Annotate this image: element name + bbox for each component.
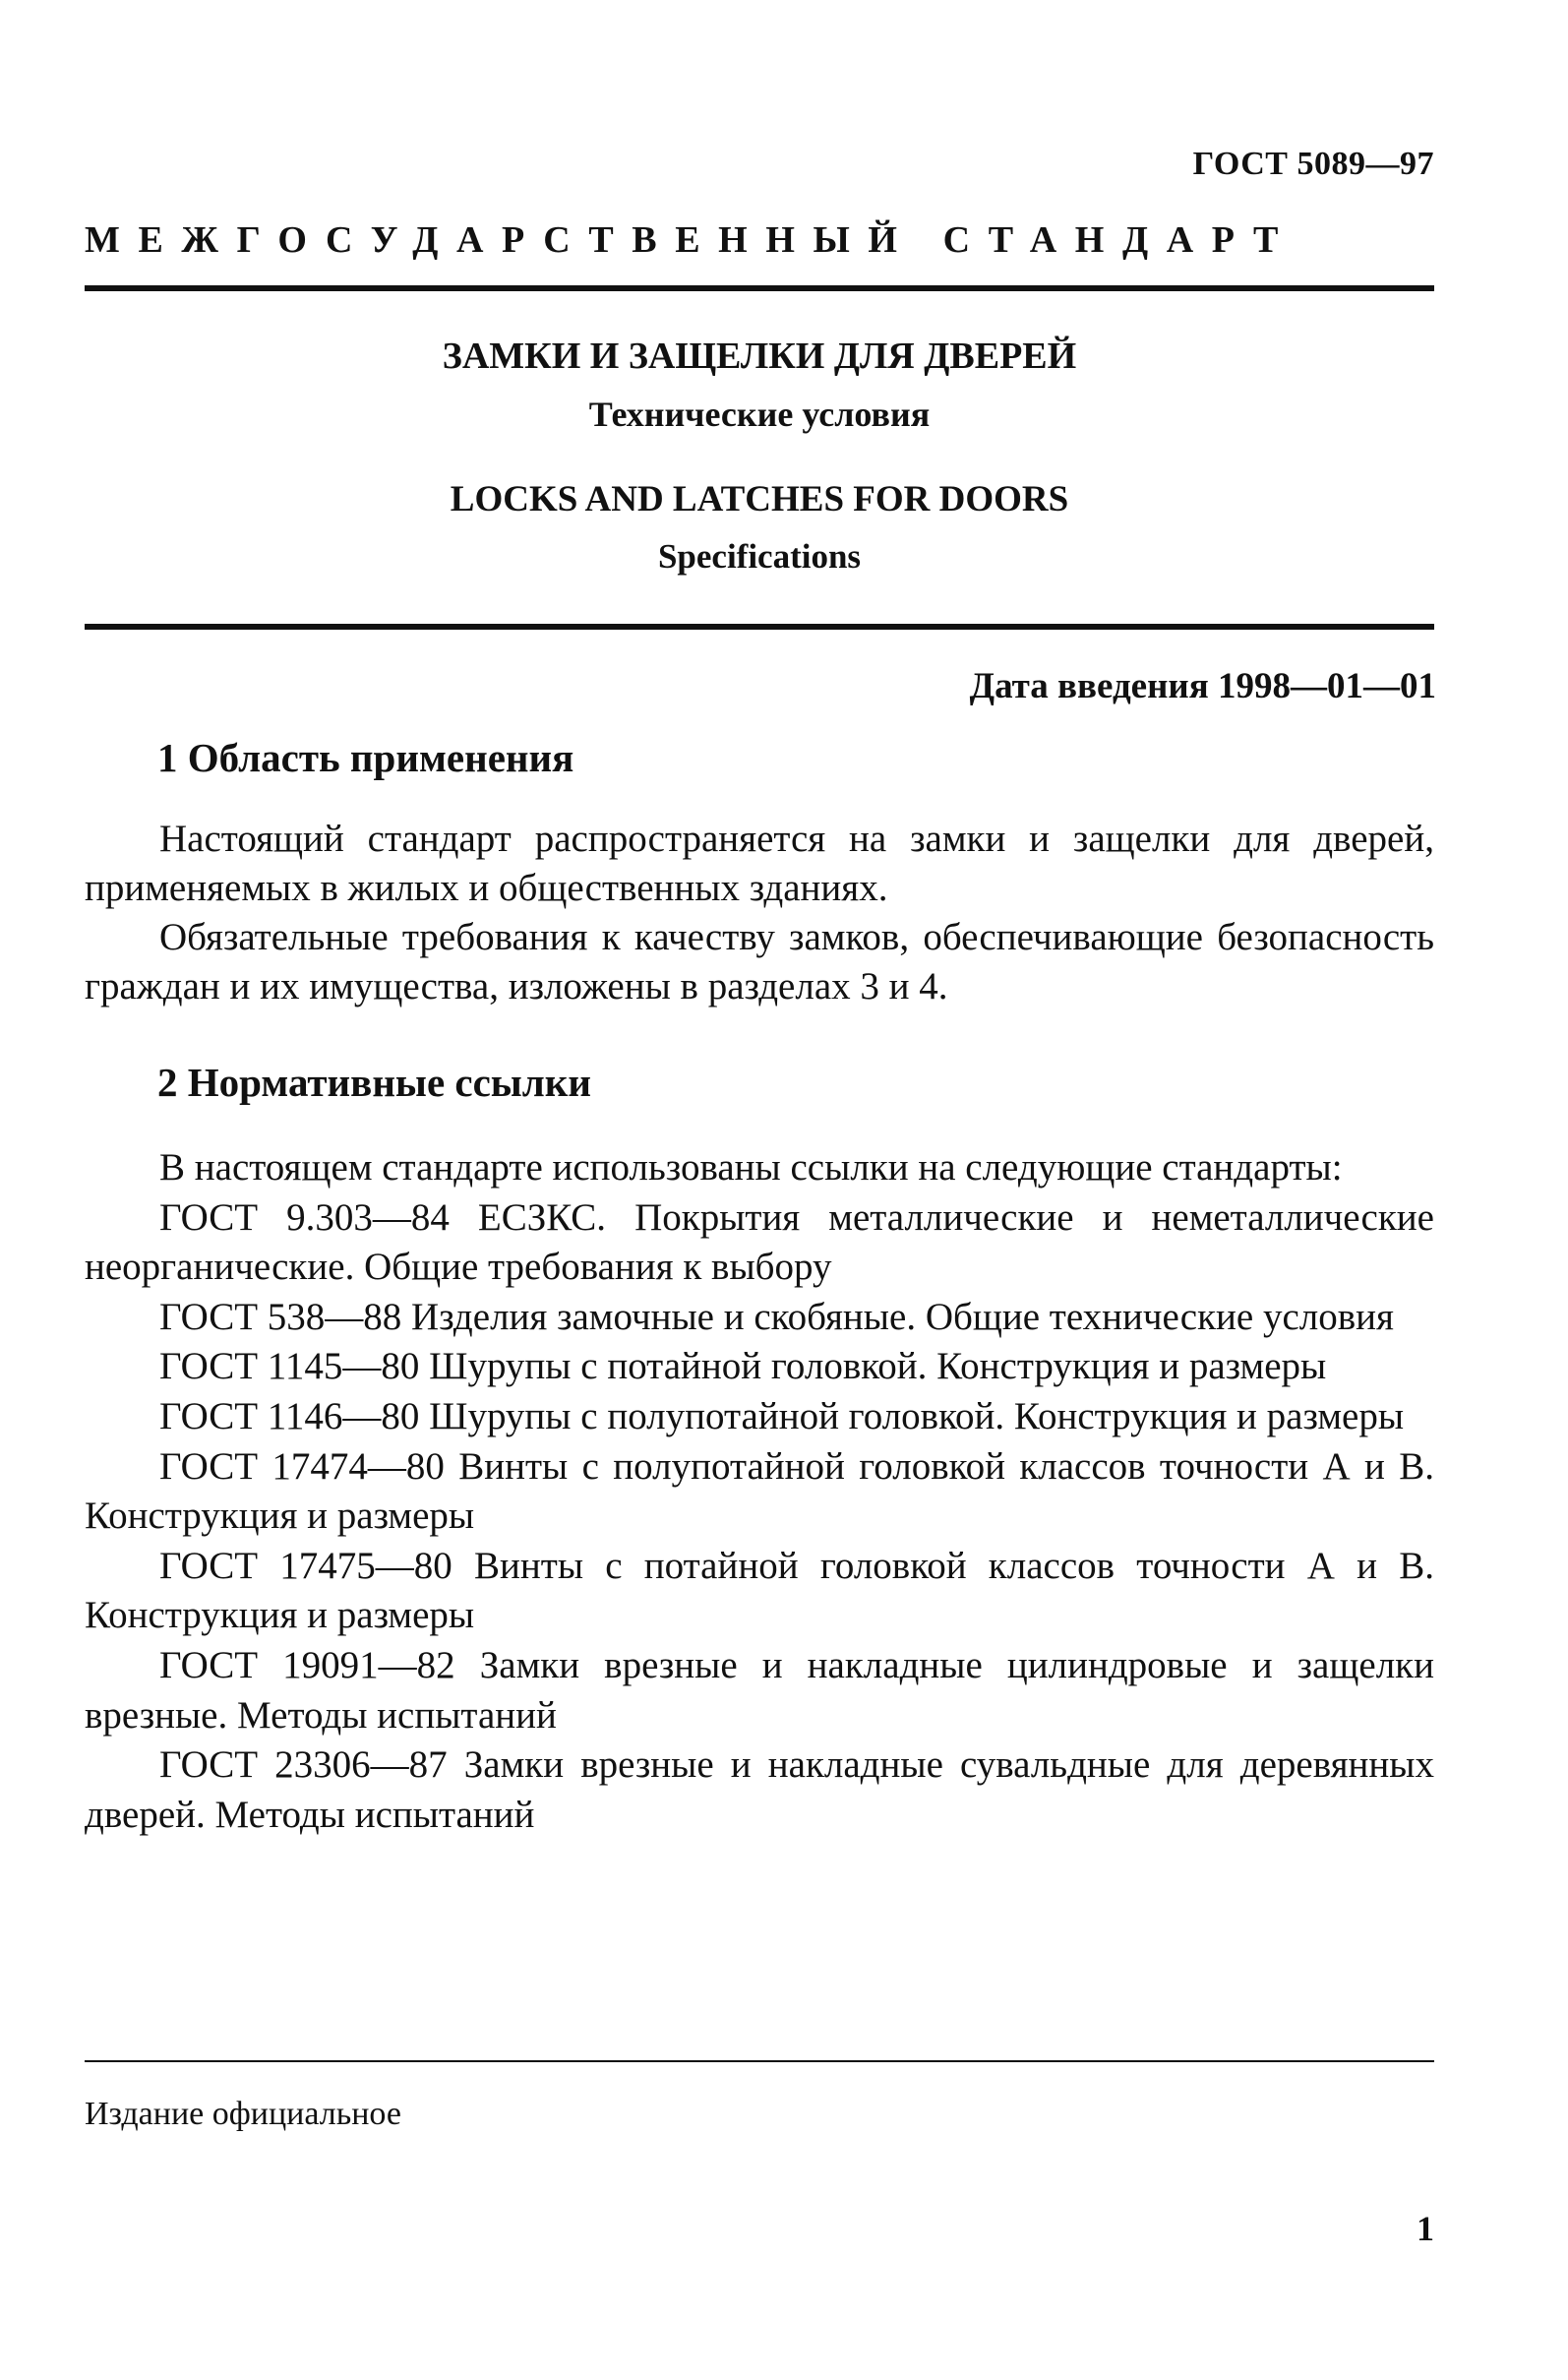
footer-divider [85,2060,1434,2062]
section-2-heading: 2 Нормативные ссылки [157,1060,592,1105]
title-russian: ЗАМКИ И ЗАЩЕЛКИ ДЛЯ ДВЕРЕЙ [442,336,1077,377]
section-1-paragraph: Обязательные требования к качеству замков, обеспечивающие безопасность граждан и их имущества, изложены в разделах 3 и 4. [85,916,1434,1007]
subtitle-russian: Технические условия [588,395,931,434]
section-1-paragraph: Настоящий стандарт распространяется на замки и защелки для дверей, применяемых в жилых и общественных зданиях. [85,818,1434,909]
reference-item: ГОСТ 1145—80 Шурупы с потайной головкой. Конструкция и размеры [159,1345,1327,1388]
edition-note: Издание официальное [85,2096,401,2132]
introduction-date: Дата введения 1998—01—01 [969,666,1436,706]
reference-item: ГОСТ 538—88 Изделия замочные и скобяные. Общие технические условия [159,1295,1394,1338]
document-code: ГОСТ 5089—97 [1192,146,1434,182]
header-divider [85,285,1434,291]
reference-item: ГОСТ 9.303—84 ЕСЗКС. Покрытия металлические и неметаллические неорганические. Общие требования к выбору [85,1195,1434,1289]
reference-item: ГОСТ 17475—80 Винты с потайной головкой классов точности А и В. Конструкция и размеры [85,1544,1434,1637]
reference-item: ГОСТ 19091—82 Замки врезные и накладные цилиндровые и защелки врезные. Методы испытаний [85,1643,1434,1737]
reference-item: ГОСТ 17474—80 Винты с полупотайной головкой классов точности А и В. Конструкция и размеры [85,1444,1434,1538]
standard-type-heading: МЕЖГОСУДАРСТВЕННЫЙ СТАНДАРТ [85,219,1297,261]
reference-item: ГОСТ 1146—80 Шурупы с полупотайной головкой. Конструкция и размеры [159,1394,1405,1437]
references-intro: В настоящем стандарте использованы ссылки на следующие стандарты: [159,1146,1343,1189]
title-divider [85,624,1434,630]
title-english: LOCKS AND LATCHES FOR DOORS [450,479,1069,519]
references-list [85,1143,1434,1840]
subtitle-english: Specifications [657,537,862,576]
section-1-body [85,815,1434,1011]
section-1-heading: 1 Область применения [157,735,574,780]
page-number: 1 [1417,2209,1434,2248]
reference-item: ГОСТ 23306—87 Замки врезные и накладные сувальдные для деревянных дверей. Методы испытаний [85,1743,1434,1836]
